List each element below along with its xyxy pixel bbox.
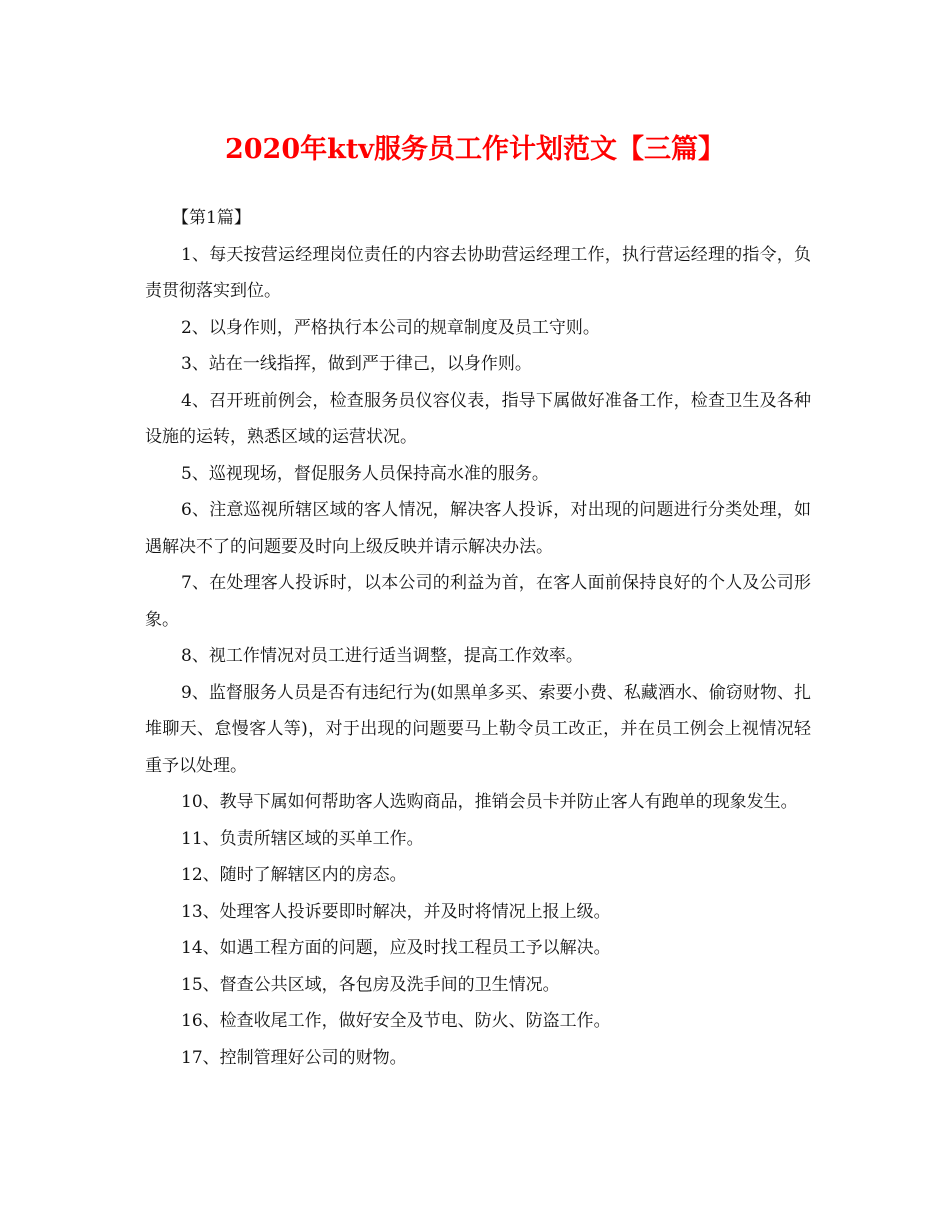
section-heading: 【第1篇】	[172, 208, 251, 228]
list-item: 17、控制管理好公司的财物。	[181, 1047, 407, 1068]
list-item: 2、以身作则，严格执行本公司的规章制度及员工守则。	[181, 317, 600, 338]
list-item: 8、视工作情况对员工进行适当调整，提高工作效率。	[181, 646, 583, 666]
document-title: 2020年ktv服务员工作计划范文【三篇】	[224, 134, 725, 165]
list-item: 16、检查收尾工作，做好安全及节电、防火、防盗工作。	[181, 1011, 611, 1031]
list-item: 14、如遇工程方面的问题，应及时找工程员工予以解决。	[181, 938, 611, 958]
list-item: 11、负责所辖区域的买单工作。	[181, 828, 424, 849]
list-item: 12、随时了解辖区内的房态。	[181, 865, 407, 885]
list-item: 13、处理客人投诉要即时解决，并及时将情况上报上级。	[181, 901, 611, 922]
list-item: 9、监督服务人员是否有违纪行为(如黑单多买、索要小费、私藏酒水、偷窃财物、扎堆聊天、怠慢客人等)，对于出现的问题要马上勒令员工改正，并在员工例会上视情况轻重予以处理。	[145, 682, 811, 776]
list-item: 3、站在一线指挥，做到严于律己，以身作则。	[181, 354, 532, 374]
list-item: 7、在处理客人投诉时，以本公司的利益为首，在客人面前保持良好的个人及公司形象。	[145, 573, 811, 630]
list-item: 15、督查公共区域，各包房及洗手间的卫生情况。	[181, 974, 560, 995]
document-body	[145, 200, 811, 1076]
list-item: 5、巡视现场，督促服务人员保持高水准的服务。	[181, 463, 549, 484]
list-item: 4、召开班前例会，检查服务员仪容仪表，指导下属做好准备工作，检查卫生及各种设施的运转，熟悉区域的运营状况。	[145, 390, 811, 447]
list-item: 10、教导下属如何帮助客人选购商品，推销会员卡并防止客人有跑单的现象发生。	[181, 792, 798, 812]
list-item: 1、每天按营运经理岗位责任的内容去协助营运经理工作，执行营运经理的指令，负责贯彻落实到位。	[145, 244, 811, 301]
list-item: 6、注意巡视所辖区域的客人情况，解决客人投诉，对出现的问题进行分类处理，如遇解决不了的问题要及时向上级反映并请示解决办法。	[145, 500, 811, 557]
